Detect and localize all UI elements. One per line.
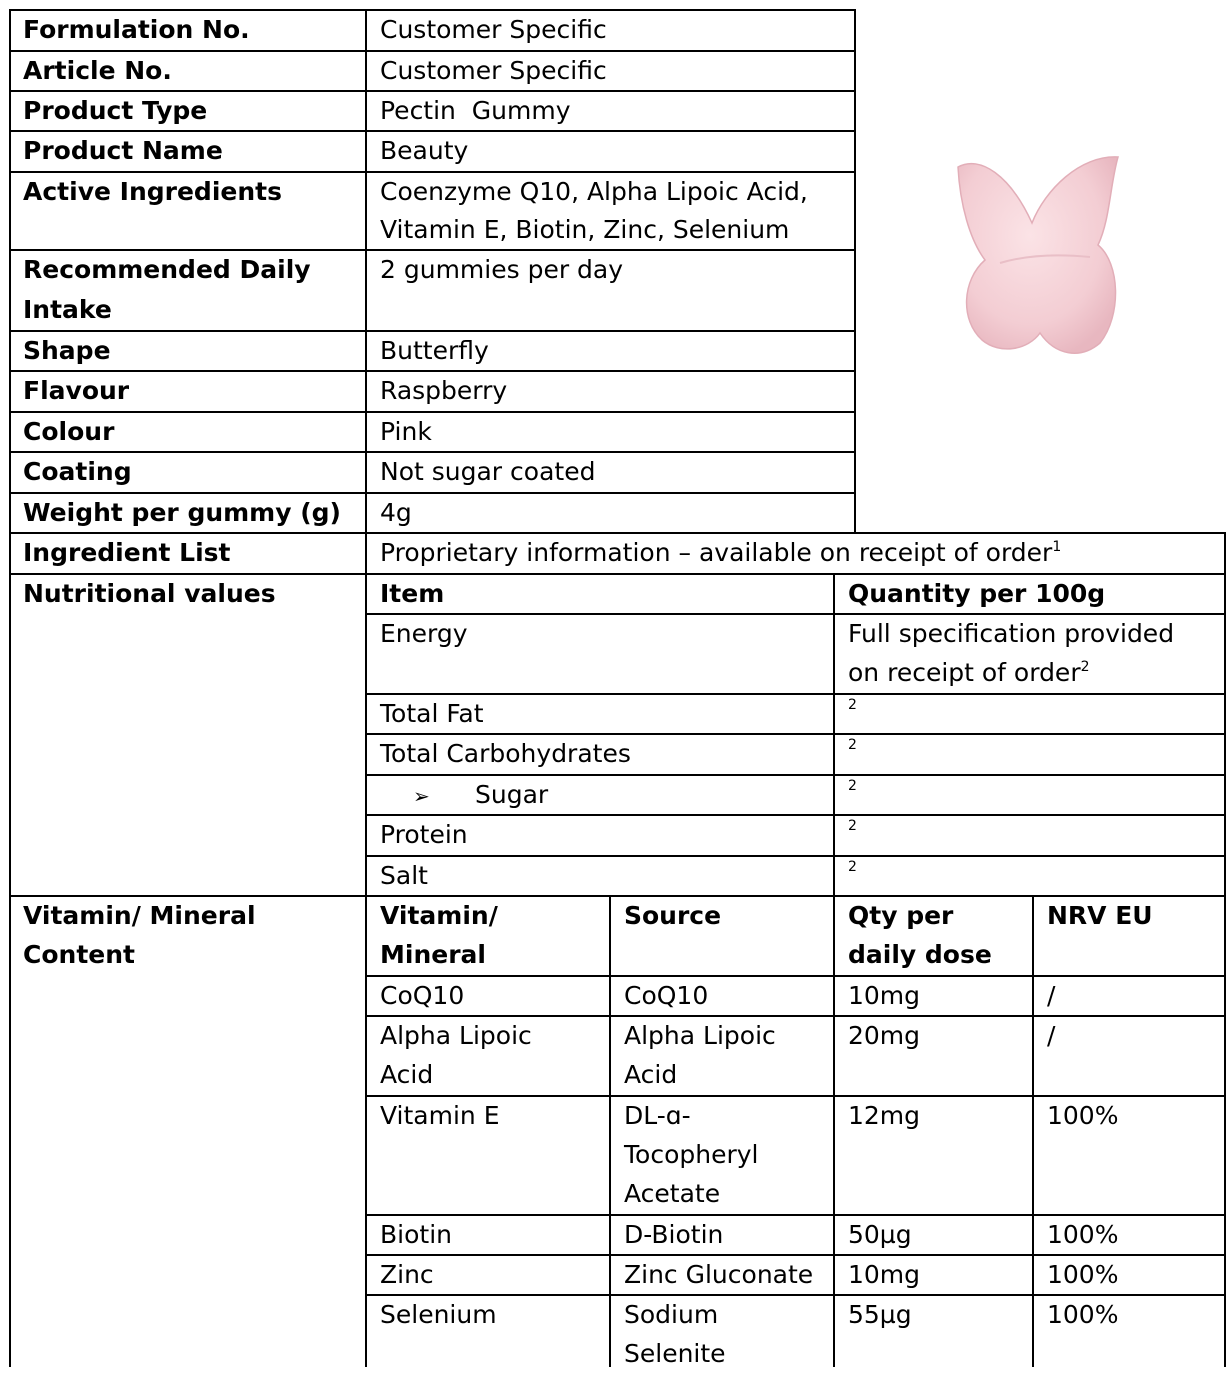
vitamin-header-nrv: NRV EU <box>1047 901 1153 930</box>
nutrition-item-total-carbs: Total Carbohydrates <box>380 739 631 768</box>
grid-line <box>9 573 1226 575</box>
vitamin-qty: 10mg <box>848 1260 921 1289</box>
nutrition-qty-sugar: 2 <box>848 778 857 794</box>
grid-line <box>365 1254 1226 1256</box>
vitamin-qty: 10mg <box>848 981 921 1010</box>
sugar-bullet-icon: ➢ <box>413 784 430 808</box>
spec-value-colour: Pink <box>380 417 432 446</box>
vitamin-source: Tocopheryl <box>624 1140 759 1169</box>
nutrition-item-sugar: Sugar <box>475 780 549 809</box>
vitamin-label-line1: Vitamin/ Mineral <box>23 901 256 930</box>
vitamin-header-name-line2: Mineral <box>380 940 486 969</box>
nutrition-header-item: Item <box>380 579 445 608</box>
grid-line <box>9 9 856 11</box>
grid-line <box>365 774 1226 776</box>
grid-line <box>365 613 1226 615</box>
grid-line <box>365 1214 1226 1216</box>
nutrition-item-energy: Energy <box>380 619 468 648</box>
vitamin-source: Selenite <box>624 1339 726 1368</box>
vitamin-nrv: / <box>1047 981 1056 1010</box>
nutrition-qty-protein: 2 <box>848 818 857 834</box>
nutrition-qty-total-carbs: 2 <box>848 737 857 753</box>
grid-line <box>365 975 1226 977</box>
butterfly-gummy-icon <box>940 145 1130 365</box>
nutrition-qty-salt: 2 <box>848 859 857 875</box>
spec-label-product-type: Product Type <box>23 96 208 125</box>
spec-label-ingredient-list: Ingredient List <box>23 538 231 567</box>
vitamin-source: Alpha Lipoic <box>624 1021 776 1050</box>
spec-value-active-ingredients-line1: Coenzyme Q10, Alpha Lipoic Acid, <box>380 177 808 206</box>
spec-label-active-ingredients: Active Ingredients <box>23 177 282 206</box>
spec-value-shape: Butterfly <box>380 336 489 365</box>
spec-value-ingredient-list <box>367 533 1061 574</box>
vitamin-name: Acid <box>380 1060 434 1089</box>
grid-line <box>9 411 856 413</box>
vitamin-qty: 50µg <box>848 1220 912 1249</box>
ingredient-list-text: Proprietary information – available on receipt of order <box>380 538 1053 567</box>
grid-line <box>9 171 856 173</box>
grid-line <box>9 895 1226 897</box>
energy-qty-text: on receipt of order <box>848 658 1081 687</box>
spec-label-colour: Colour <box>23 417 115 446</box>
vitamin-nrv: 100% <box>1047 1101 1119 1130</box>
grid-line <box>9 330 856 332</box>
vitamin-name: CoQ10 <box>380 981 465 1010</box>
grid-line <box>854 9 856 533</box>
vitamin-qty: 12mg <box>848 1101 921 1130</box>
vitamin-header-source: Source <box>624 901 722 930</box>
spec-label-daily-intake-line2: Intake <box>23 295 112 324</box>
spec-label-weight: Weight per gummy (g) <box>23 498 341 527</box>
footnote-1: 1 <box>1052 539 1062 555</box>
spec-value-daily-intake: 2 gummies per day <box>380 255 624 284</box>
grid-line <box>365 693 1226 695</box>
spec-value-coating: Not sugar coated <box>380 457 596 486</box>
vitamin-qty: 55µg <box>848 1300 912 1329</box>
grid-line <box>9 532 1226 534</box>
grid-line <box>9 50 856 52</box>
nutrition-item-total-fat: Total Fat <box>380 699 484 728</box>
spec-value-flavour: Raspberry <box>380 376 508 405</box>
vitamin-source: CoQ10 <box>624 981 709 1010</box>
spec-value-article: Customer Specific <box>380 56 607 85</box>
grid-line <box>365 1294 1226 1296</box>
spec-label-daily-intake-line1: Recommended Daily <box>23 255 311 284</box>
spec-value-formulation: Customer Specific <box>380 15 607 44</box>
spec-value-active-ingredients-line2: Vitamin E, Biotin, Zinc, Selenium <box>380 215 790 244</box>
spec-label-coating: Coating <box>23 457 132 486</box>
grid-line <box>9 130 856 132</box>
vitamin-name: Alpha Lipoic <box>380 1021 532 1050</box>
footnote-2: 2 <box>1080 659 1090 675</box>
spec-label-formulation: Formulation No. <box>23 15 250 44</box>
grid-line <box>9 9 11 1367</box>
vitamin-header-qty-line2: daily dose <box>848 940 992 969</box>
grid-line <box>609 895 611 1367</box>
nutrition-header-qty: Quantity per 100g <box>848 579 1106 608</box>
spec-value-weight: 4g <box>380 498 412 527</box>
vitamin-nrv: 100% <box>1047 1300 1119 1329</box>
vitamin-header-name-line1: Vitamin/ <box>380 901 498 930</box>
vitamin-source: DL-ɑ- <box>624 1101 691 1130</box>
nutrition-label: Nutritional values <box>23 579 276 608</box>
grid-line <box>9 249 856 251</box>
grid-line <box>365 733 1226 735</box>
vitamin-source: Acetate <box>624 1179 721 1208</box>
spec-label-article: Article No. <box>23 56 172 85</box>
spec-label-shape: Shape <box>23 336 111 365</box>
grid-line <box>9 90 856 92</box>
vitamin-name: Vitamin E <box>380 1101 500 1130</box>
vitamin-nrv: / <box>1047 1021 1056 1050</box>
spec-value-product-type: Pectin Gummy <box>380 96 571 125</box>
vitamin-name: Biotin <box>380 1220 452 1249</box>
nutrition-qty-energy-line1: Full specification provided <box>848 619 1175 648</box>
spec-label-flavour: Flavour <box>23 376 130 405</box>
grid-line <box>365 1095 1226 1097</box>
grid-line <box>1032 895 1034 1367</box>
vitamin-source: D-Biotin <box>624 1220 724 1249</box>
vitamin-name: Selenium <box>380 1300 497 1329</box>
grid-line <box>365 9 367 1367</box>
grid-line <box>9 451 856 453</box>
grid-line <box>9 370 856 372</box>
vitamin-source: Zinc Gluconate <box>624 1260 814 1289</box>
spec-label-product-name: Product Name <box>23 136 223 165</box>
nutrition-qty-energy-line2 <box>835 653 1090 694</box>
nutrition-item-salt: Salt <box>380 861 428 890</box>
grid-line <box>365 1015 1226 1017</box>
vitamin-qty: 20mg <box>848 1021 921 1050</box>
vitamin-source: Sodium <box>624 1300 719 1329</box>
vitamin-label-line2: Content <box>23 940 135 969</box>
spec-value-product-name: Beauty <box>380 136 469 165</box>
vitamin-name: Zinc <box>380 1260 434 1289</box>
grid-line <box>365 814 1226 816</box>
vitamin-source: Acid <box>624 1060 678 1089</box>
grid-line <box>9 492 856 494</box>
vitamin-nrv: 100% <box>1047 1260 1119 1289</box>
vitamin-nrv: 100% <box>1047 1220 1119 1249</box>
vitamin-header-qty-line1: Qty per <box>848 901 954 930</box>
nutrition-item-protein: Protein <box>380 820 468 849</box>
nutrition-qty-total-fat: 2 <box>848 697 857 713</box>
grid-line <box>365 855 1226 857</box>
